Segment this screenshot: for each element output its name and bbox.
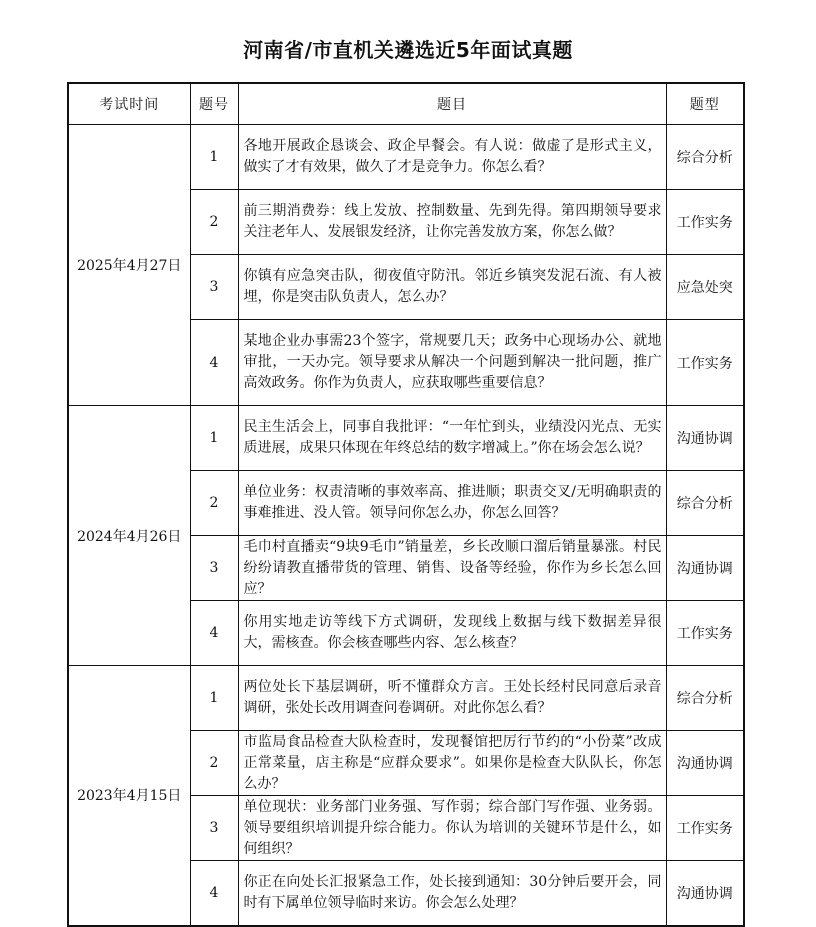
question-number: 3 <box>190 796 238 861</box>
question-number: 4 <box>190 320 238 406</box>
exam-date-cell: 2023年4月15日 <box>68 666 190 926</box>
table-row <box>68 406 744 471</box>
page-title: 河南省/市直机关遴选近5年面试真题 <box>243 38 573 62</box>
question-type: 综合分析 <box>666 471 744 536</box>
question-type: 沟通协调 <box>666 406 744 471</box>
header-question-type: 题型 <box>666 83 744 125</box>
question-number: 1 <box>190 406 238 471</box>
question-type: 沟通协调 <box>666 731 744 796</box>
question-text: 市监局食品检查大队检查时，发现餐馆把厉行节约的“小份菜”改成正常菜量，店主称是“应群众要求”。如果你是检查大队队长，你怎么办？ <box>238 731 666 796</box>
question-text: 单位现状：业务部门业务强、写作弱；综合部门写作强、业务弱。领导要组织培训提升综合能力。你认为培训的关键环节是什么，如何组织？ <box>238 796 666 861</box>
question-type: 工作实务 <box>666 601 744 666</box>
question-number: 1 <box>190 125 238 190</box>
question-type: 工作实务 <box>666 190 744 255</box>
question-text: 前三期消费券：线上发放、控制数量、先到先得。第四期领导要求关注老年人、发展银发经济，让你完善发放方案，你怎么做？ <box>238 190 666 255</box>
question-number: 3 <box>190 255 238 320</box>
question-type: 工作实务 <box>666 320 744 406</box>
question-text: 两位处长下基层调研，听不懂群众方言。王处长经村民同意后录音调研，张处长改用调查问卷调研。对此你怎么看？ <box>238 666 666 731</box>
question-number: 1 <box>190 666 238 731</box>
question-text: 民主生活会上，同事自我批评：“一年忙到头，业绩没闪光点、无实质进展，成果只体现在年终总结的数字增减上。”你在场会怎么说？ <box>238 406 666 471</box>
question-type: 沟通协调 <box>666 536 744 601</box>
question-number: 4 <box>190 861 238 926</box>
question-text: 你用实地走访等线下方式调研，发现线上数据与线下数据差异很大，需核查。你会核查哪些内容、怎么核查？ <box>238 601 666 666</box>
question-type: 沟通协调 <box>666 861 744 926</box>
question-type: 综合分析 <box>666 666 744 731</box>
exam-date-cell: 2025年4月27日 <box>68 125 190 406</box>
question-type: 工作实务 <box>666 796 744 861</box>
question-type: 应急处突 <box>666 255 744 320</box>
question-text: 你镇有应急突击队，彻夜值守防汛。邻近乡镇突发泥石流、有人被埋，你是突击队负责人，怎么办？ <box>238 255 666 320</box>
question-text: 你正在向处长汇报紧急工作，处长接到通知：30分钟后要开会，同时有下属单位领导临时来访。你会怎么处理？ <box>238 861 666 926</box>
table-header-row <box>68 83 744 125</box>
question-number: 4 <box>190 601 238 666</box>
question-type: 综合分析 <box>666 125 744 190</box>
question-text: 毛巾村直播卖“9块9毛巾”销量差，乡长改顺口溜后销量暴涨。村民纷纷请教直播带货的管理、销售、设备等经验，你作为乡长怎么回应？ <box>238 536 666 601</box>
question-number: 2 <box>190 190 238 255</box>
question-text: 某地企业办事需23个签字，常规要几天；政务中心现场办公、就地审批，一天办完。领导要求从解决一个问题到解决一批问题，推广高效政务。你作为负责人，应获取哪些重要信息？ <box>238 320 666 406</box>
question-text: 单位业务：权责清晰的事效率高、推进顺；职责交叉/无明确职责的事难推进、没人管。领导问你怎么办，你怎么回答？ <box>238 471 666 536</box>
table-row <box>68 666 744 731</box>
question-text: 各地开展政企恳谈会、政企早餐会。有人说：做虚了是形式主义，做实了才有效果，做久了才是竞争力。你怎么看？ <box>238 125 666 190</box>
exam-date-cell: 2024年4月26日 <box>68 406 190 666</box>
exam-table <box>67 82 745 927</box>
header-question-number: 题号 <box>190 83 238 125</box>
header-exam-date: 考试时间 <box>68 83 190 125</box>
table-row <box>68 125 744 190</box>
question-number: 3 <box>190 536 238 601</box>
header-question: 题目 <box>238 83 666 125</box>
question-number: 2 <box>190 731 238 796</box>
question-number: 2 <box>190 471 238 536</box>
